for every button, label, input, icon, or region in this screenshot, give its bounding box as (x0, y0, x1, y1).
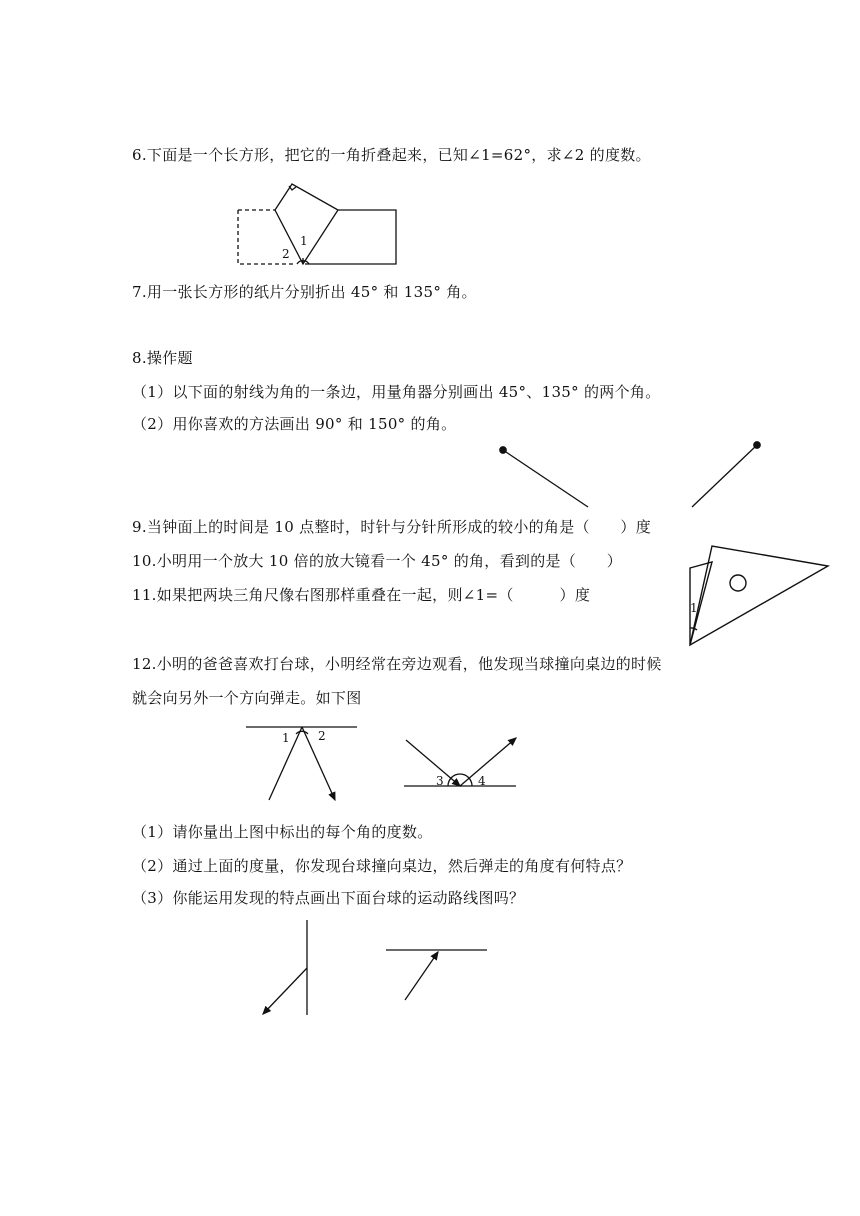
q11-angle-label-1: 1 (690, 601, 698, 615)
q9-text: 9.当钟面上的时间是 10 点整时，时针与分针所形成的较小的角是（ ）度 (132, 518, 652, 536)
q6-folded-rectangle-figure (238, 184, 396, 264)
q12-line1: 12.小明的爸爸喜欢打台球，小明经常在旁边观看，他发现当球撞向桌边的时候 (132, 655, 662, 673)
q11-set-squares-figure (690, 546, 828, 645)
q10-text: 10.小明用一个放大 10 倍的放大镜看一个 45° 的角，看到的是（ ） (132, 552, 623, 570)
q8-sub2: （2）用你喜欢的方法画出 90° 和 150° 的角。 (132, 415, 457, 433)
q12-sub2: （2）通过上面的度量，你发现台球撞向桌边，然后弹走的角度有何特点？ (132, 857, 632, 875)
q12-angle-label-2: 2 (318, 729, 326, 743)
q12-angle-label-3: 3 (436, 774, 444, 788)
q11-text: 11.如果把两块三角尺像右图那样重叠在一起，则∠1=（ ）度 (132, 586, 591, 604)
q8-sub1: （1）以下面的射线为角的一条边，用量角器分别画出 45°、135° 的两个角。 (132, 383, 661, 401)
q12-line2: 就会向另外一个方向弹走。如下图 (132, 689, 362, 707)
q6-angle-label-2: 2 (282, 247, 290, 261)
q8-title: 8.操作题 (132, 349, 193, 367)
q6-text: 6.下面是一个长方形，把它的一角折叠起来，已知∠1=62°，求∠2 的度数。 (132, 146, 651, 164)
q7-text: 7.用一张长方形的纸片分别折出 45° 和 135° 角。 (132, 283, 477, 301)
q12-sub1: （1）请你量出上图中标出的每个角的度数。 (132, 823, 433, 841)
q12-exercise-figures (263, 920, 487, 1015)
q6-angle-label-1: 1 (300, 234, 308, 248)
q12-angle-label-4: 4 (478, 774, 486, 788)
q8-rays-figure (500, 442, 760, 507)
q12-sub3: （3）你能运用发现的特点画出下面台球的运动路线图吗？ (132, 889, 525, 907)
q12-angle-label-1: 1 (282, 731, 290, 745)
